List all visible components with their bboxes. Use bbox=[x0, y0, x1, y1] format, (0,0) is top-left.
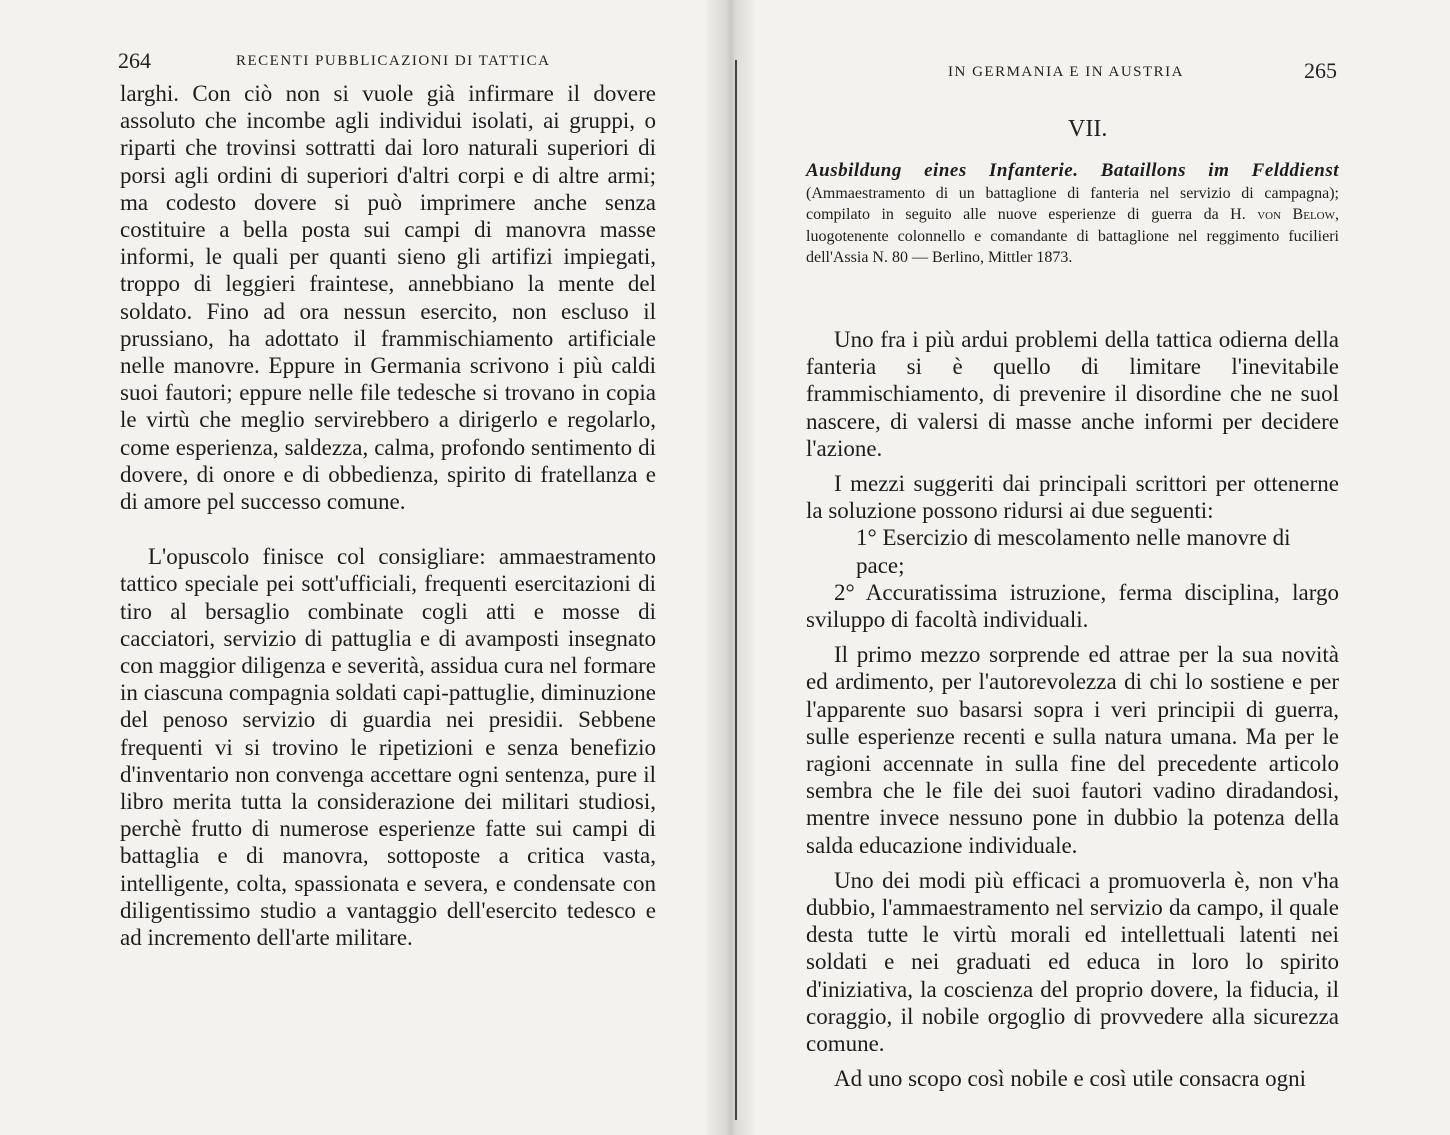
running-head-right: IN GERMANIA E IN AUSTRIA bbox=[948, 64, 1184, 80]
bibliography-entry bbox=[806, 160, 1339, 269]
book-gutter bbox=[706, 0, 756, 1135]
chapter-number: VII. bbox=[1068, 116, 1108, 142]
right-paragraph-1: Uno fra i più ardui problemi della tattica odierna della fanteria si è quello di limitare l'inevitabile frammischiamento, di prevenire il disordine che ne suol nascere, di valersi di masse anche informi per decidere l'azione. bbox=[806, 327, 1339, 461]
right-paragraph-3: Il primo mezzo sorprende ed attrae per la sua novità ed ardimento, per l'autorevolezza di chi lo sostiene e per l'apparente suo basarsi sopra i veri principii di guerra, sulle esperienze recenti e sulla natura umana. Ma per le ragioni accennate in sulla fine del precedente articolo sembra che le file dei suoi fautori vadino diradandosi, mentre invece nessuno pone in dubbio la potenza della salda educazione individuale. bbox=[806, 642, 1339, 858]
bibliography-text-2: , luogotenente colonnello e comandante di battaglione nel reggimento fucilieri dell'Assia N. 80 — Berlino, Mittler 1873. bbox=[806, 206, 1339, 266]
list-item-1: 1° Esercizio di mescolamento nelle manovre di pace; bbox=[856, 525, 1291, 578]
book-title: Ausbildung eines Infanterie. Bataillons im Felddienst bbox=[806, 160, 1339, 181]
page-number-right: 265 bbox=[1304, 58, 1337, 83]
right-body bbox=[806, 326, 1339, 1092]
right-paragraph-4: Uno dei modi più efficaci a promuoverla è, non v'ha dubbio, l'ammaestramento nel servizio da campo, il quale desta tutte le virtù morali ed intellettuali latenti nei soldati e nei graduati ed educa in loro lo spirito d'iniziativa, la coscienza del proprio dovere, la fiducia, il coraggio, il nobile orgoglio di provvedere alla sicurezza comune. bbox=[806, 867, 1339, 1057]
right-paragraph-5: Ad uno scopo così nobile e così utile consacra ogni bbox=[834, 1066, 1307, 1092]
list-item-2: 2° Accuratissima istruzione, ferma disciplina, largo sviluppo di facoltà individuali. bbox=[806, 579, 1339, 633]
binding-line bbox=[735, 60, 737, 1120]
page-number-left: 264 bbox=[118, 48, 151, 73]
left-paragraph-2: L'opuscolo finisce col consigliare: ammaestramento tattico speciale pei sott'ufficiali, frequenti esercitazioni di tiro al bersaglio combinate cogli atti e mosse di cacciatori, servizio di pattuglia e di avamposti insegnato con maggior diligenza e severità, assidua cura nel formare in ciascuna compagnia soldati capi-pattuglie, diminuzione del penoso servizio di guardia nei presidii. Sebbene frequenti vi si trovino le ripetizioni e senza benefizio d'inventario non convenga accettare ogni sentenza, pure il libro merita tutta la considerazione dei militari studiosi, perchè frutto di numerose esperienze fatte sui campi di battaglia e di manovra, sottoposte a critica vasta, intelligente, colta, spassionata e severa, e condensate con diligentissimo studio a vantaggio dell'esercito tedesco e ad incremento dell'arte militare. bbox=[120, 544, 656, 951]
left-page bbox=[0, 0, 706, 1135]
left-body bbox=[120, 80, 656, 951]
bibliography-text-1: (Ammaestramento di un battaglione di fanteria nel servizio di campagna); compilato in seguito alle nuove esperienze di guerra da H. bbox=[806, 184, 1339, 223]
running-head-left: RECENTI PUBBLICAZIONI DI TATTICA bbox=[236, 53, 551, 69]
author-name: von Below bbox=[1257, 206, 1335, 223]
right-page bbox=[756, 0, 1450, 1135]
right-paragraph-2: I mezzi suggeriti dai principali scrittori per ottenerne la soluzione possono ridursi ai due seguenti: bbox=[806, 471, 1339, 524]
left-paragraph-1: larghi. Con ciò non si vuole già infirmare il dovere assoluto che incombe agli individui isolati, ai gruppi, o riparti che trovinsi sottratti dai loro naturali superiori di porsi agli ordini di superiori d'altri corpi e di altre armi; ma codesto dovere si può imprimere anche senza costituire a bella posta sui campi di manovra masse informi, le quali per quanti sieno gli artifizi impiegati, troppo di leggieri fraintese, annebbiano la mente del soldato. Fino ad ora nessun esercito, non escluso il prussiano, ha adottato il frammischiamento artificiale nelle manovre. Eppure in Germania scrivono i più caldi suoi fautori; eppure nelle file tedesche si trovano in copia le virtù che meglio servirebbero a dirigerlo e regolarlo, come esperienza, saldezza, calma, profondo sentimento di dovere, di onore e di obbedienza, spirito di fratellanza e di amore pel successo comune. bbox=[120, 81, 656, 515]
